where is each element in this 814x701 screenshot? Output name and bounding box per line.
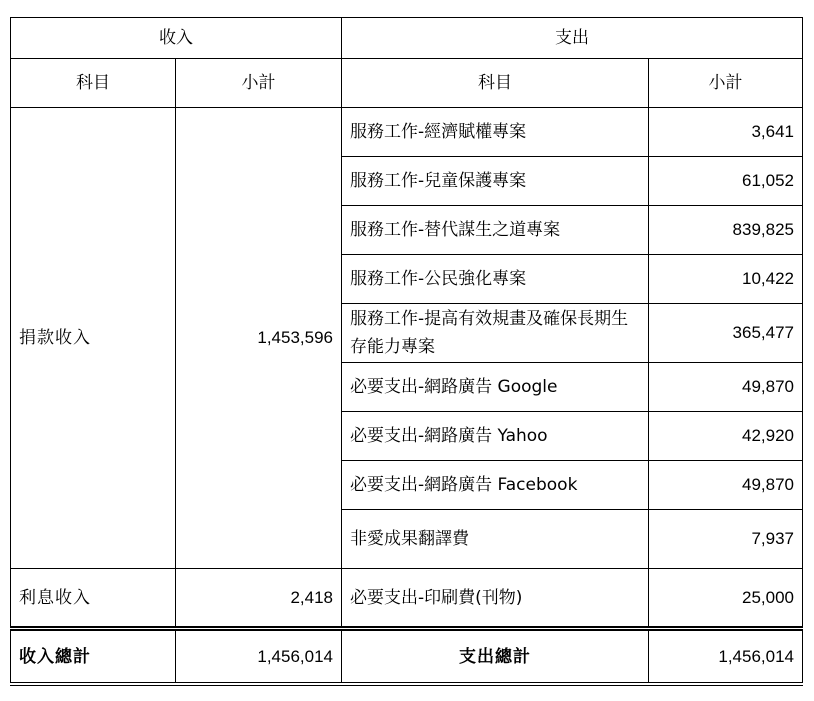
- income-subject-header: 科目: [11, 59, 176, 108]
- expense-item-value: 7,937: [649, 510, 803, 569]
- expense-total-value: 1,456,014: [649, 629, 803, 685]
- expense-item-label: 必要支出-網路廣告 Google: [342, 363, 649, 412]
- expense-item-label: 必要支出-印刷費(刊物): [342, 569, 649, 629]
- table-row: [11, 108, 803, 157]
- table-row: [11, 569, 803, 629]
- expense-item-label: 非愛成果翻譯費: [342, 510, 649, 569]
- expense-item-label: 服務工作-兒童保護專案: [342, 157, 649, 206]
- expense-item-label: 必要支出-網路廣告 Facebook: [342, 461, 649, 510]
- expense-item-label: 必要支出-網路廣告 Yahoo: [342, 412, 649, 461]
- expense-item-value: 49,870: [649, 461, 803, 510]
- expense-item-value: 839,825: [649, 206, 803, 255]
- expense-item-value: 49,870: [649, 363, 803, 412]
- expense-item-label: 服務工作-公民強化專案: [342, 255, 649, 304]
- table-subheader-row: [11, 59, 803, 108]
- income-subtotal-header: 小計: [176, 59, 342, 108]
- income-expense-table: [10, 17, 803, 686]
- expense-item-value: 25,000: [649, 569, 803, 629]
- expense-header: 支出: [342, 18, 803, 59]
- expense-item-label: 服務工作-提高有效規畫及確保長期生存能力專案: [342, 304, 649, 363]
- expense-item-value: 61,052: [649, 157, 803, 206]
- income-total-value: 1,456,014: [176, 629, 342, 685]
- totals-row: [11, 629, 803, 685]
- expense-item-value: 3,641: [649, 108, 803, 157]
- income-donation-value: 1,453,596: [176, 108, 342, 569]
- income-donation-label: 捐款收入: [11, 108, 176, 569]
- income-header: 收入: [11, 18, 342, 59]
- expense-total-label: 支出總計: [342, 629, 649, 685]
- expense-item-label: 服務工作-替代謀生之道專案: [342, 206, 649, 255]
- expense-subtotal-header: 小計: [649, 59, 803, 108]
- expense-item-value: 365,477: [649, 304, 803, 363]
- income-interest-value: 2,418: [176, 569, 342, 629]
- income-total-label: 收入總計: [11, 629, 176, 685]
- expense-item-label: 服務工作-經濟賦權專案: [342, 108, 649, 157]
- expense-item-value: 10,422: [649, 255, 803, 304]
- expense-item-value: 42,920: [649, 412, 803, 461]
- expense-subject-header: 科目: [342, 59, 649, 108]
- income-interest-label: 利息收入: [11, 569, 176, 629]
- table-header-row: [11, 18, 803, 59]
